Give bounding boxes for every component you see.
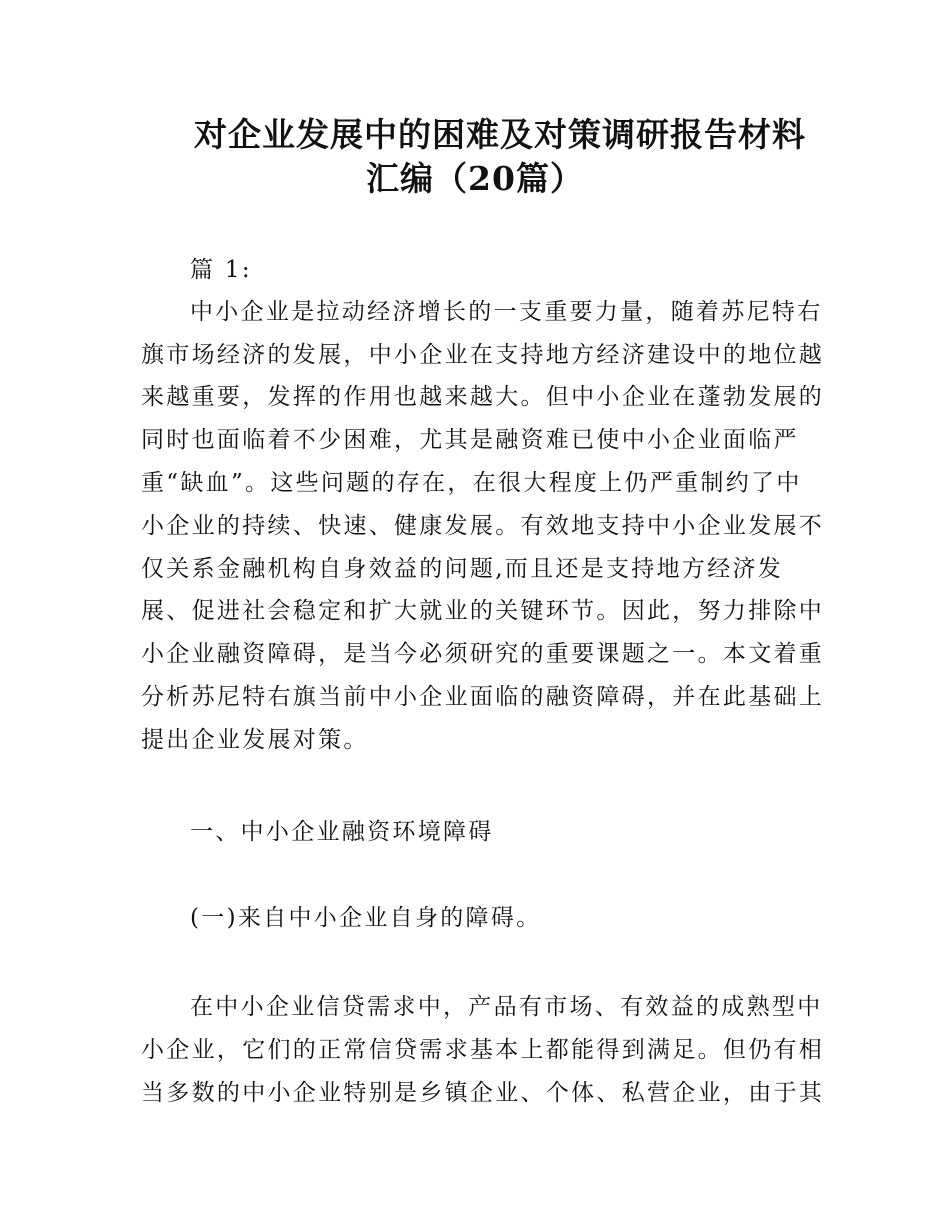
paragraph-line: 当多数的中小企业特别是乡镇企业、个体、私营企业，由于其	[141, 1080, 825, 1106]
paragraph-line: 展、促进社会稳定和扩大就业的关键环节。因此，努力排除中	[141, 598, 825, 624]
paragraph-line: 提出企业发展对策。	[141, 727, 369, 753]
paragraph-line: 小企业，它们的正常信贷需求基本上都能得到满足。但仍有相	[141, 1037, 825, 1063]
paragraph-line: 小企业的持续、快速、健康发展。有效地支持中小企业发展不	[141, 513, 825, 539]
paragraph-line: 同时也面临着不少困难，尤其是融资难已使中小企业面临严	[141, 427, 799, 453]
paragraph-line: 仅关系金融机构自身效益的问题,而且还是支持地方经济发	[141, 556, 784, 582]
paragraph-line: 小企业融资障碍，是当今必须研究的重要课题之一。本文着重	[141, 641, 825, 667]
paragraph-line: 旗市场经济的发展，中小企业在支持地方经济建设中的地位越	[141, 342, 825, 368]
document-title-line-1: 对企业发展中的困难及对策调研报告材料	[194, 115, 806, 154]
document-title-line-2: 汇编（20篇）	[366, 159, 584, 198]
paragraph-line: 来越重要，发挥的作用也越来越大。但中小企业在蓬勃发展的	[141, 384, 825, 410]
subsection-heading: (一)来自中小企业自身的障碍。	[190, 905, 542, 931]
section-heading: 一、中小企业融资环境障碍	[190, 819, 494, 845]
paragraph-line: 在中小企业信贷需求中，产品有市场、有效益的成熟型中	[190, 994, 823, 1020]
paragraph-line: 分析苏尼特右旗当前中小企业面临的融资障碍，并在此基础上	[141, 684, 825, 710]
paragraph-line: 中小企业是拉动经济增长的一支重要力量，随着苏尼特右	[190, 299, 823, 325]
section-label: 篇 1:	[190, 257, 252, 283]
paragraph-line: 重“缺血”。这些问题的存在，在很大程度上仍严重制约了中	[141, 470, 802, 496]
